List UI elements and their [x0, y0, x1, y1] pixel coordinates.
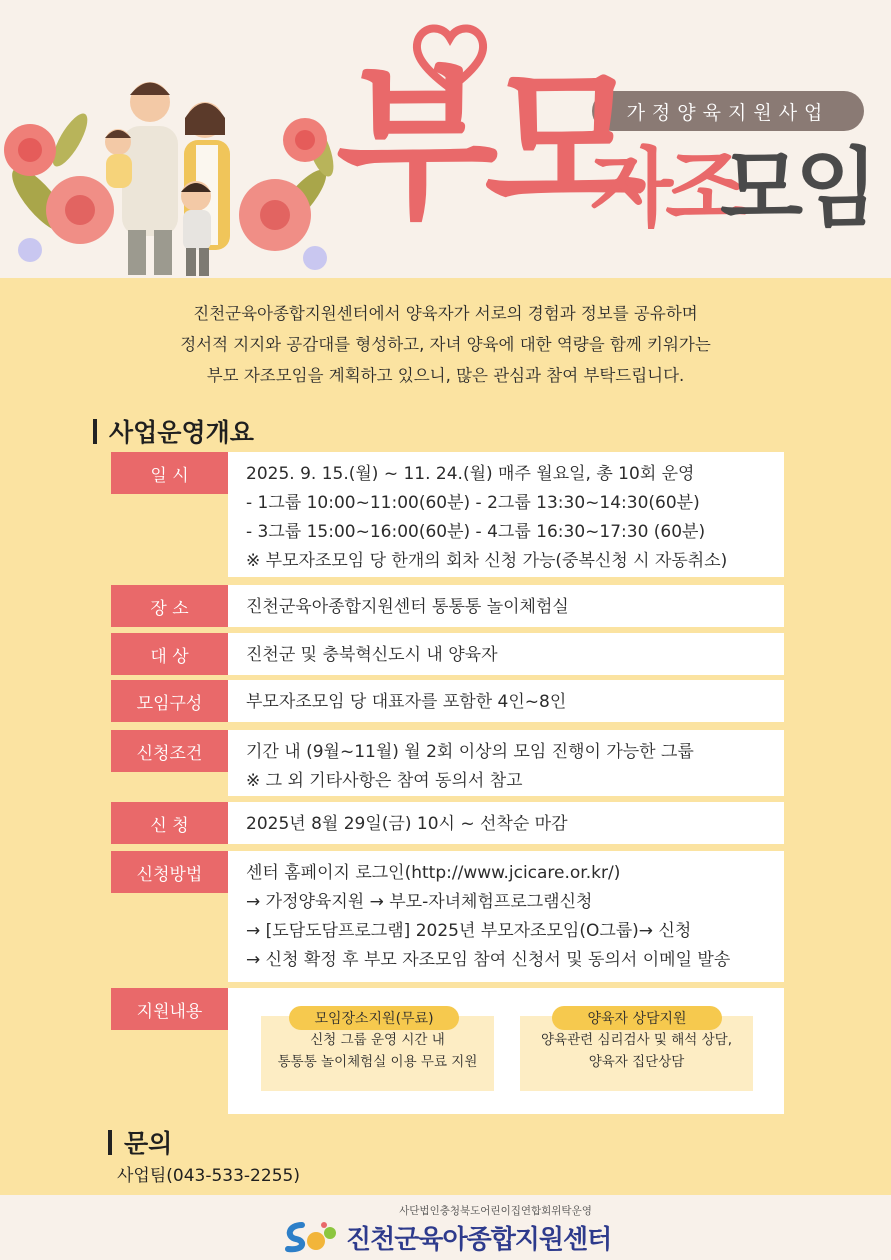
title-bar [93, 419, 97, 444]
intro-line: 부모 자조모임을 계획하고 있으니, 많은 관심과 참여 부탁드립니다. [206, 366, 685, 385]
row-label-composition: 모임구성 [111, 680, 228, 722]
value-line: 진천군육아종합지원센터 통통통 놀이체험실 [246, 597, 569, 617]
value-line: 부모자조모임 당 대표자를 포함한 4인~8인 [246, 692, 567, 712]
value-line: ※ 부모자조모임 당 한개의 회차 신청 가능(중복신청 시 자동취소) [246, 551, 728, 571]
row-label-method: 신청방법 [111, 851, 228, 893]
value-line: 2025년 8월 29일(금) 10시 ~ 선착순 마감 [246, 814, 568, 834]
row-label-place: 장 소 [111, 585, 228, 627]
value-line: 기간 내 (9월~11월) 월 2회 이상의 모임 진행이 가능한 그룹 [246, 742, 694, 762]
row-value-target [228, 633, 784, 675]
row-value-composition [228, 680, 784, 722]
intro-line: 진천군육아종합지원센터에서 양육자가 서로의 경험과 정보를 공유하며 [193, 304, 698, 323]
center-logo-icon [280, 1219, 338, 1253]
intro-line: 정서적 지지와 공감대를 형성하고, 자녀 양육에 대한 역량을 함께 키워가는 [180, 335, 711, 354]
row-label-support: 지원내용 [111, 988, 228, 1030]
row-label-conditions: 신청조건 [111, 730, 228, 772]
support-line: 양육자 집단상담 [588, 1054, 685, 1070]
intro-text [40, 298, 851, 391]
row-label-target: 대 상 [111, 633, 228, 675]
title-sub-dark: 모임 [720, 139, 871, 239]
section-title-contact [108, 1124, 172, 1160]
program-tag: 가정양육지원사업 [592, 91, 864, 131]
row-value-conditions [228, 730, 784, 796]
value-line: → 가정양육지원 → 부모-자녀체험프로그램신청 [246, 892, 593, 912]
row-label-application: 신 청 [111, 802, 228, 844]
value-line: 2025. 9. 15.(월) ~ 11. 24.(월) 매주 월요일, 총 10회 운영 [246, 464, 695, 484]
value-line: 진천군 및 충북혁신도시 내 양육자 [246, 645, 498, 665]
support-line: 통통통 놀이체험실 이용 무료 지원 [277, 1054, 478, 1070]
row-value-place [228, 585, 784, 627]
support-line: 양육관련 심리검사 및 해석 상담, [541, 1032, 732, 1048]
support-pill-venue: 모임장소지원(무료) [289, 1006, 459, 1030]
center-name: 진천군육아종합지원센터 [346, 1225, 612, 1255]
section-title-text: 사업운영개요 [109, 418, 254, 447]
family-flowers-illustration [0, 0, 360, 278]
section-title-overview [93, 413, 254, 449]
title-main: 부모 [336, 46, 633, 242]
value-line: 센터 홈페이지 로그인(http://www.jcicare.or.kr/) [246, 863, 621, 883]
row-value-application [228, 802, 784, 844]
title-bar [108, 1130, 112, 1155]
support-pill-counseling: 양육자 상담지원 [552, 1006, 722, 1030]
support-line: 신청 그룹 운영 시간 내 [310, 1032, 445, 1048]
header-banner [0, 0, 891, 278]
value-line: → [도담도담프로그램] 2025년 부모자조모임(O그룹)→ 신청 [246, 921, 692, 941]
row-value-schedule [228, 452, 784, 577]
section-title-text: 문의 [124, 1129, 173, 1158]
value-line: ※ 그 외 기타사항은 참여 동의서 참고 [246, 771, 523, 791]
value-line: - 1그룹 10:00~11:00(60분) - 2그룹 13:30~14:30(60분) [246, 493, 700, 513]
value-line: - 3그룹 15:00~16:00(60분) - 4그룹 16:30~17:30 (60분) [246, 522, 706, 542]
row-value-method [228, 851, 784, 982]
value-line: → 신청 확정 후 부모 자조모임 참여 신청서 및 동의서 이메일 발송 [246, 950, 731, 970]
operator-text: 사단법인충청북도어린이집연합회위탁운영 [399, 1205, 592, 1217]
row-label-schedule: 일 시 [111, 452, 228, 494]
title-sub-red: 자조 [590, 139, 741, 239]
footer [0, 1195, 891, 1260]
contact-phone: 사업팀(043-533-2255) [117, 1166, 300, 1186]
